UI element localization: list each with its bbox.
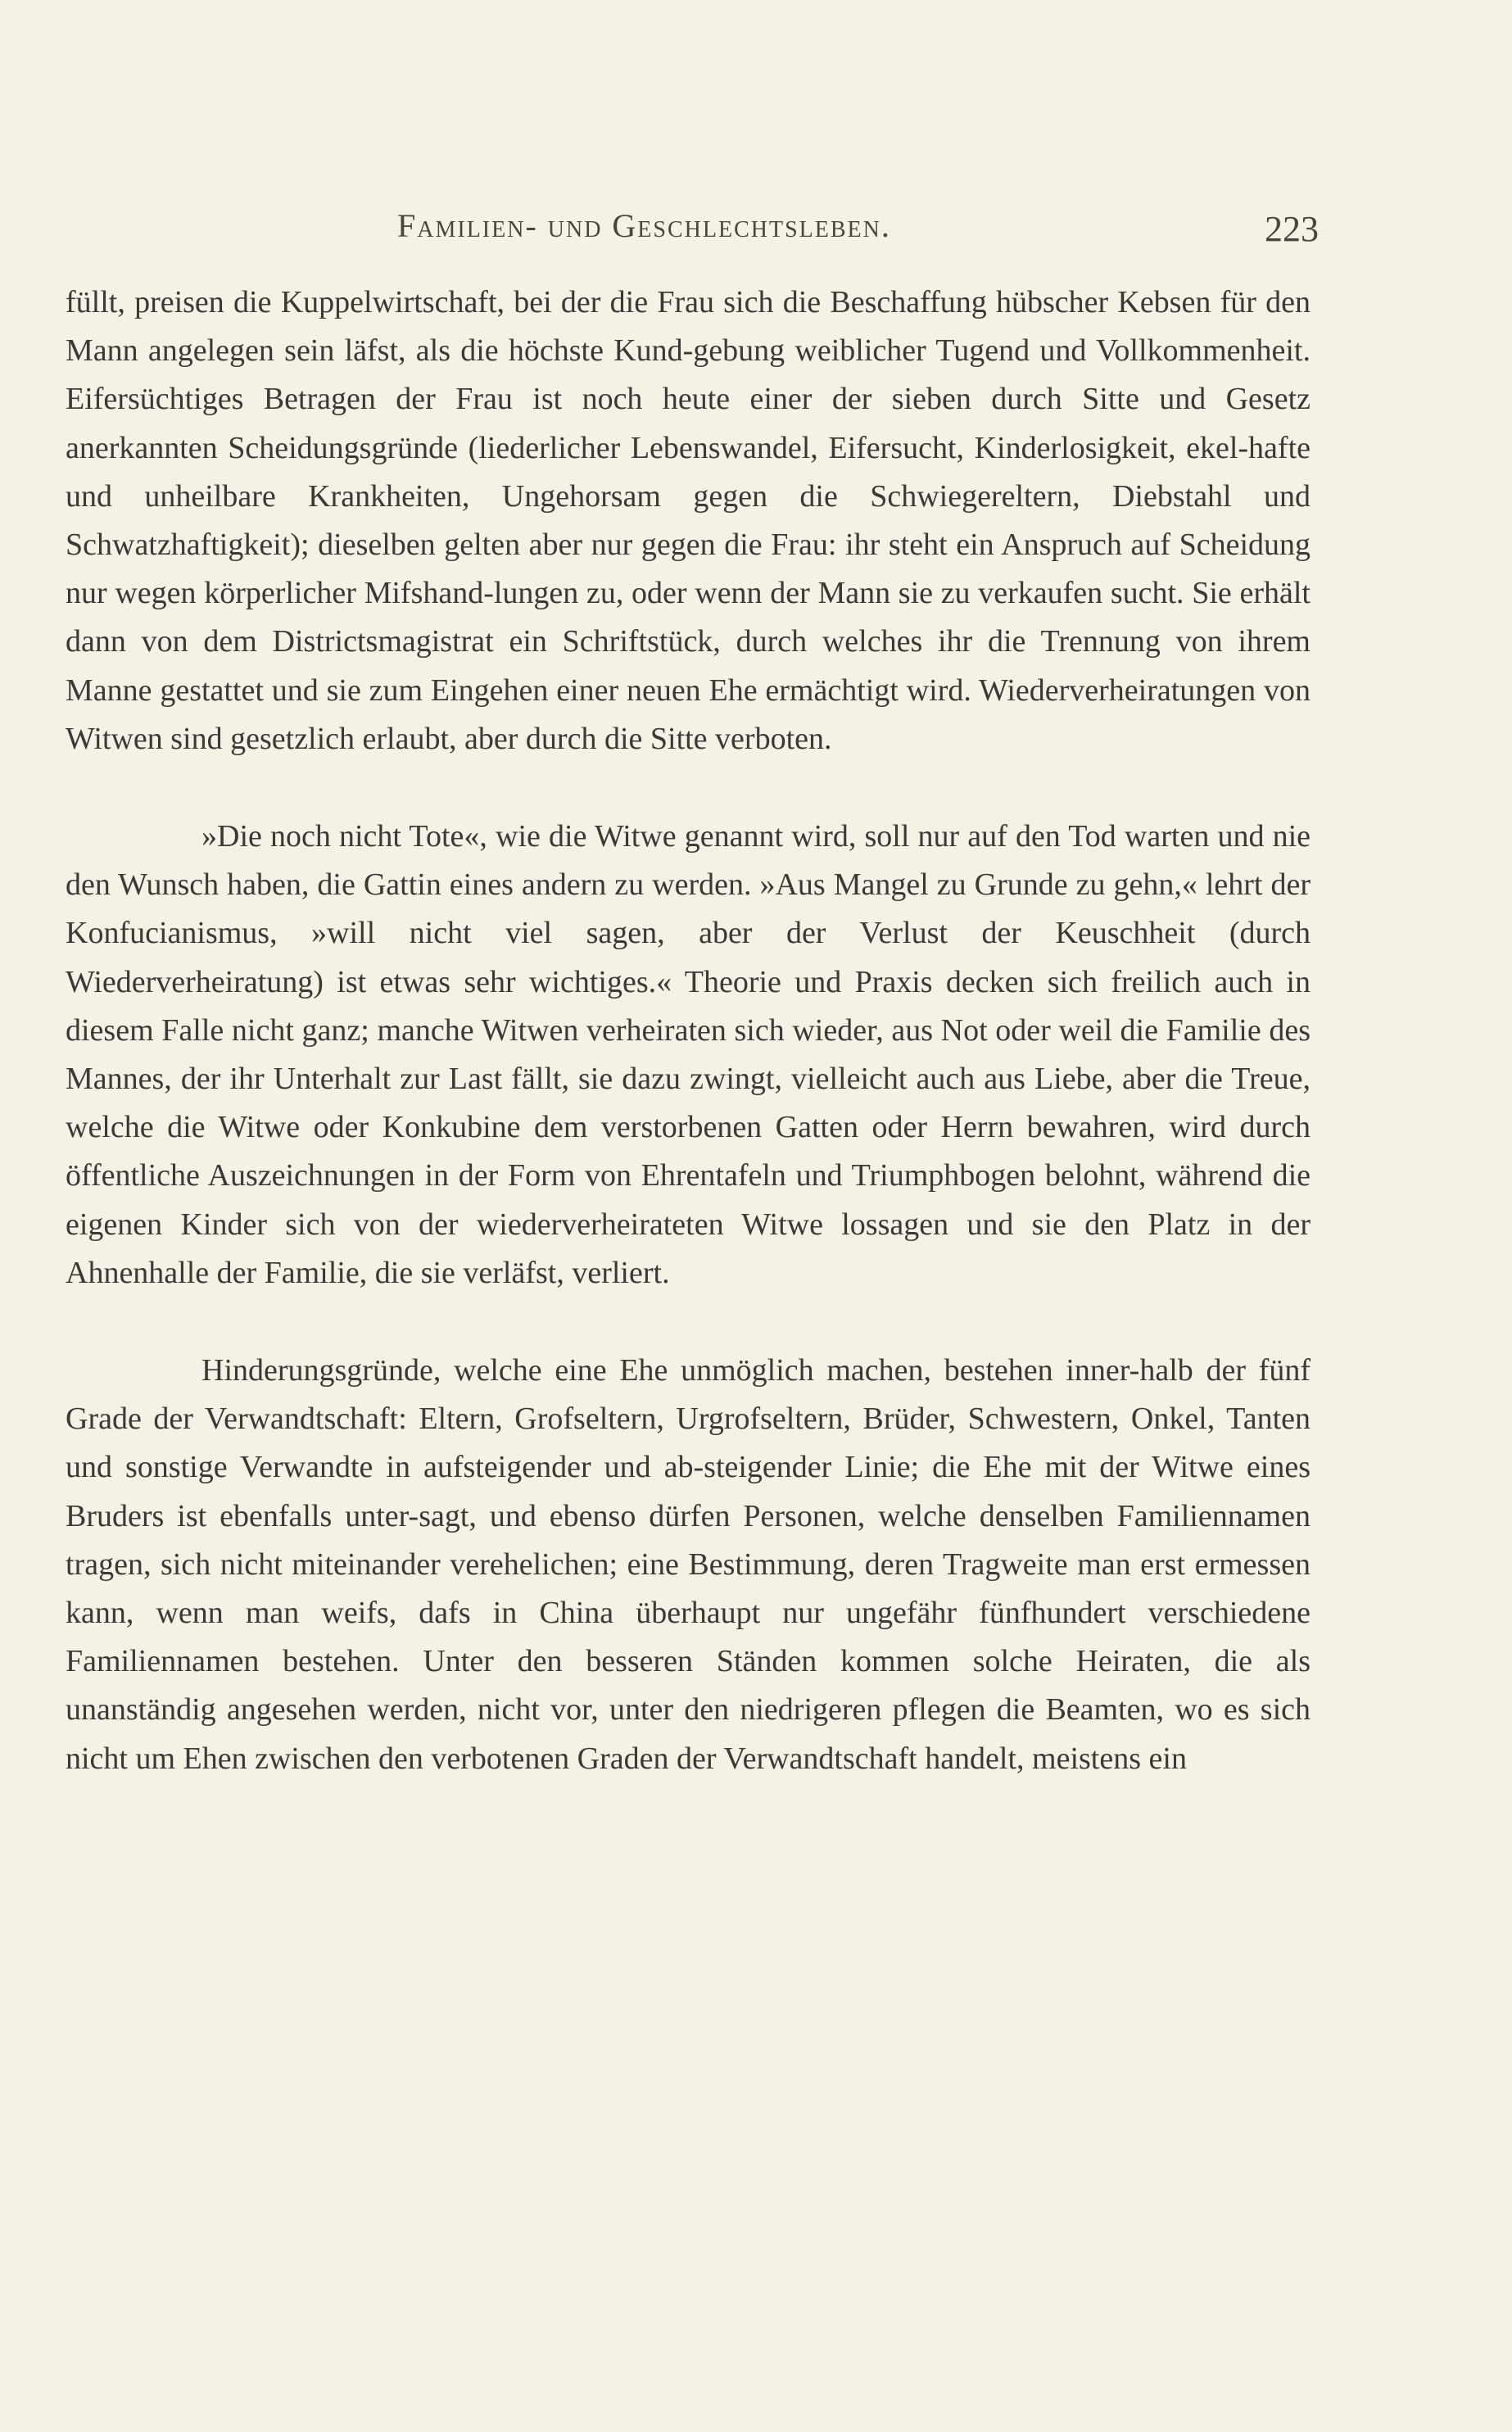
body-text — [66, 279, 1311, 1783]
paragraph-3: Hinderungsgründe, welche eine Ehe unmöglich machen, bestehen inner-halb der fünf Grade der Verwandtschaft: Eltern, Grofseltern, Urgrofseltern, Brüder, Schwestern, Onkel, Tanten und sonstige Verwandte in aufsteigender und ab-steigender Linie; die Ehe mit der Witwe eines Bruders ist ebenfalls unter-sagt, und ebenso dürfen Personen, welche denselben Familiennamen tragen, sich nicht miteinander verehelichen; eine Bestimmung, deren Tragweite man erst ermessen kann, wenn man weifs, dafs in China überhaupt nur ungefähr fünfhundert verschiedene Familiennamen bestehen. Unter den besseren Ständen kommen solche Heiraten, die als unanständig angesehen werden, nicht vor, unter den niedrigeren pflegen die Beamten, wo es sich nicht um Ehen zwischen den verbotenen Graden der Verwandtschaft handelt, meistens ein — [66, 1353, 1311, 1776]
running-title: Familien- und Geschlechtsleben. — [397, 207, 891, 244]
paragraph-2: »Die noch nicht Tote«, wie die Witwe genannt wird, soll nur auf den Tod warten und nie den Wunsch haben, die Gattin eines andern zu werden. »Aus Mangel zu Grunde zu gehn,« lehrt der Konfucianismus, »will nicht viel sagen, aber der Verlust der Keuschheit (durch Wiederverheiratung) ist etwas sehr wichtiges.« Theorie und Praxis decken sich freilich auch in diesem Falle nicht ganz; manche Witwen verheiraten sich wieder, aus Not oder weil die Familie des Mannes, der ihr Unterhalt zur Last fällt, sie dazu zwingt, vielleicht auch aus Liebe, aber die Treue, welche die Witwe oder Konkubine dem verstorbenen Gatten oder Herrn bewahren, wird durch öffentliche Auszeichnungen in der Form von Ehrentafeln und Triumphbogen belohnt, während die eigenen Kinder sich von der wiederverheirateten Witwe lossagen und sie den Platz in der Ahnenhalle der Familie, die sie verläfst, verliert. — [66, 819, 1311, 1290]
page-number: 223 — [1265, 209, 1319, 249]
paragraph-1: füllt, preisen die Kuppelwirtschaft, bei der die Frau sich die Beschaffung hübscher Kebsen für den Mann angelegen sein läfst, als die höchste Kund-gebung weiblicher Tugend und Vollkommenheit. Eifersüchtiges Betragen der Frau ist noch heute einer der sieben durch Sitte und Gesetz anerkannten Scheidungsgründe (liederlicher Lebenswandel, Eifersucht, Kinderlosigkeit, ekel-hafte und unheilbare Krankheiten, Ungehorsam gegen die Schwiegereltern, Diebstahl und Schwatzhaftigkeit); dieselben gelten aber nur gegen die Frau: ihr steht ein Anspruch auf Scheidung nur wegen körperlicher Mifshand-lungen zu, oder wenn der Mann sie zu verkaufen sucht. Sie erhält dann von dem Districtsmagistrat ein Schriftstück, durch welches ihr die Trennung von ihrem Manne gestattet und sie zum Eingehen einer neuen Ehe ermächtigt wird. Wiederverheiratungen von Witwen sind gesetzlich erlaubt, aber durch die Sitte verboten. — [66, 285, 1311, 756]
running-head — [66, 206, 1319, 256]
